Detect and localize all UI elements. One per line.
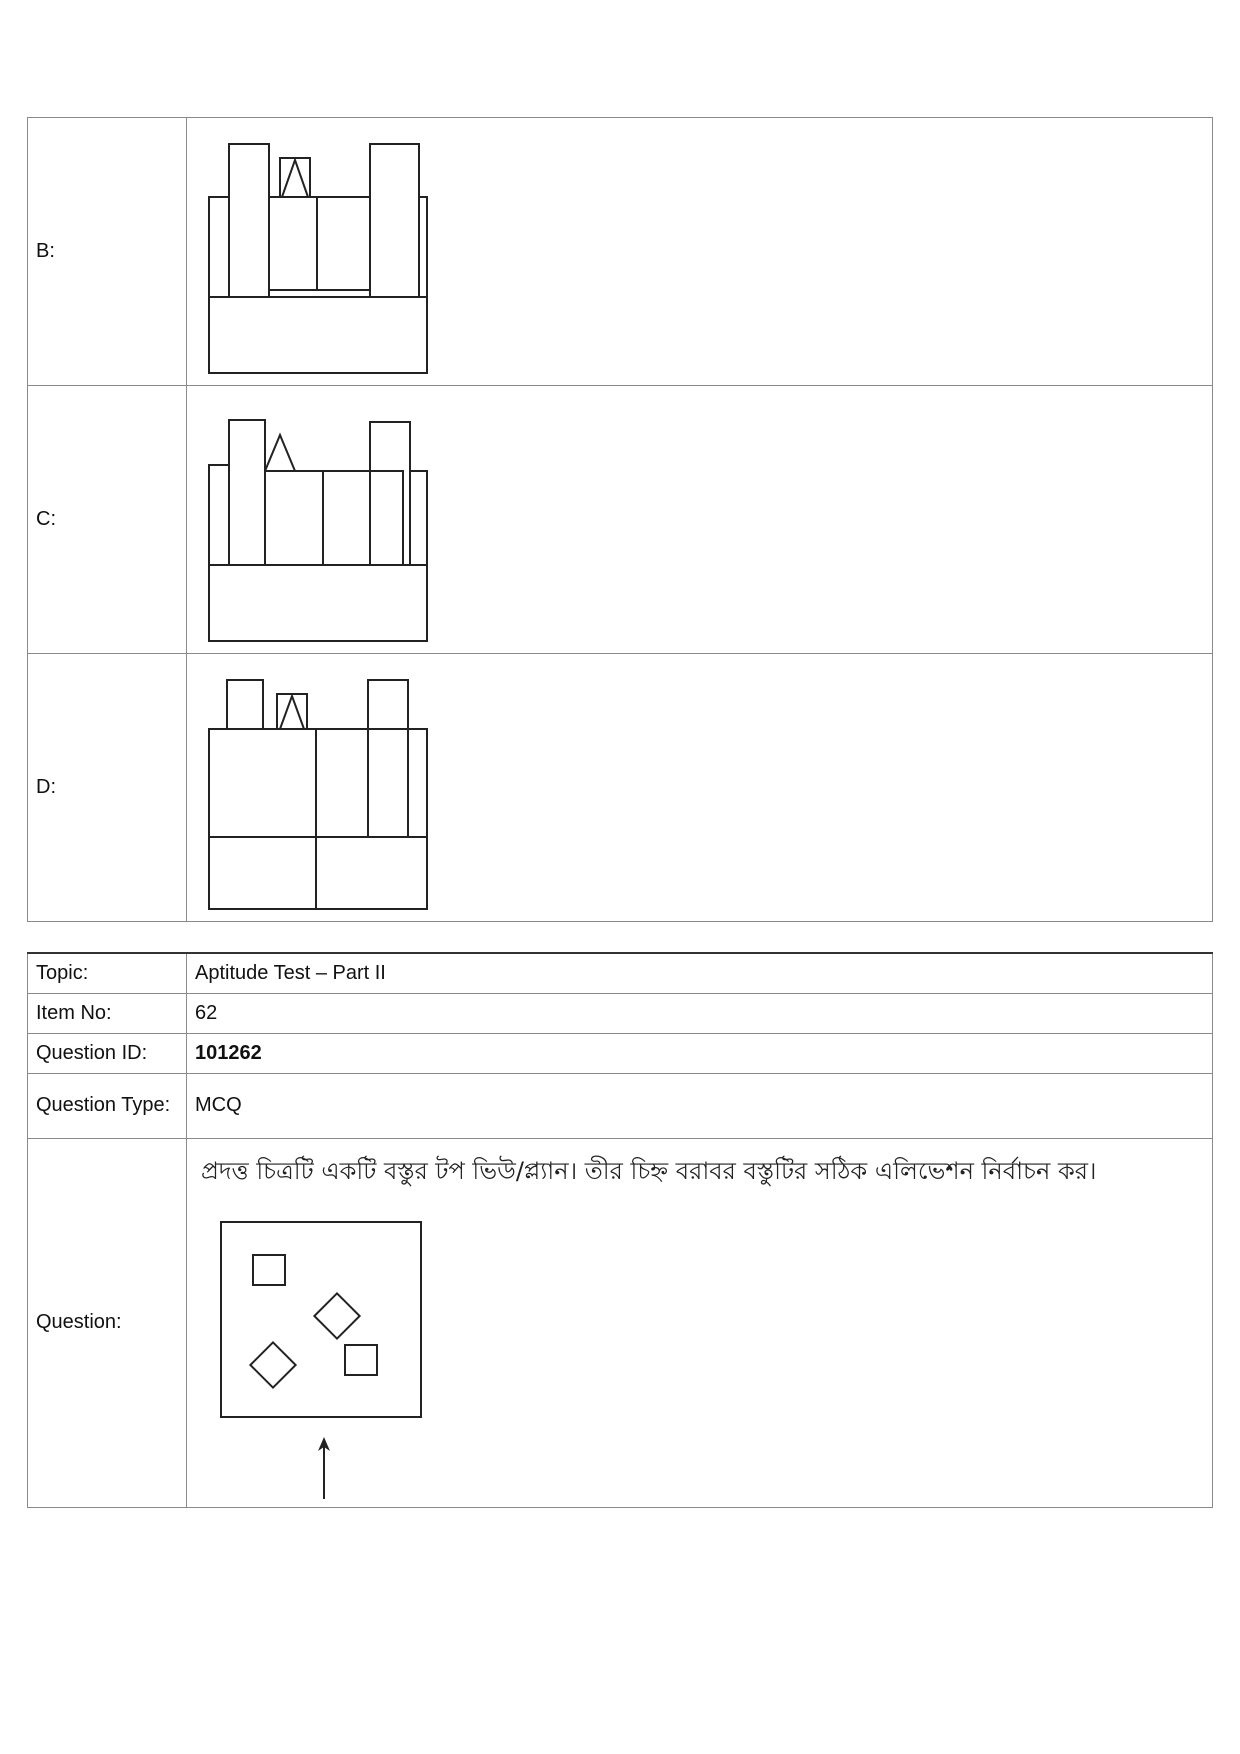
options-table (27, 117, 1213, 922)
question-content (187, 1138, 1213, 1507)
question-label: Question: (28, 1138, 187, 1507)
item-no-label: Item No: (28, 993, 187, 1033)
question-meta-table (27, 952, 1213, 1508)
plan-diamond-center (314, 1293, 359, 1338)
elevation-figure-c (201, 395, 441, 645)
option-row-b (28, 118, 1213, 386)
option-label-c: C: (28, 386, 187, 654)
plan-outline (221, 1222, 421, 1417)
top-view-plan-figure (211, 1217, 451, 1507)
option-label-b: B: (28, 118, 187, 386)
topic-label: Topic: (28, 953, 187, 993)
option-figure-cell-b (187, 118, 1213, 386)
topic-value: Aptitude Test – Part II (187, 953, 1213, 993)
question-type-row (28, 1073, 1213, 1138)
item-no-row (28, 993, 1213, 1033)
topic-row (28, 953, 1213, 993)
question-row (28, 1138, 1213, 1507)
plan-diamond-bottom-left (250, 1342, 295, 1387)
elevation-figure-d (201, 663, 441, 913)
question-text: প্রদত্ত চিত্রটি একটি বস্তুর টপ ভিউ/প্ল্যান। তীর চিহ্ন বরাবর বস্তুটির সঠিক এলিভেশন নির্বাচন কর। (201, 1156, 1097, 1185)
question-id-label: Question ID: (28, 1033, 187, 1073)
option-figure-cell-d (187, 654, 1213, 922)
option-label-d: D: (28, 654, 187, 922)
question-type-label: Question Type: (28, 1073, 187, 1138)
plan-square-top-left (253, 1255, 285, 1285)
question-id-value: 101262 (187, 1033, 1213, 1073)
question-type-value: MCQ (187, 1073, 1213, 1138)
item-no-value: 62 (187, 993, 1213, 1033)
question-id-row (28, 1033, 1213, 1073)
option-row-c (28, 386, 1213, 654)
elevation-figure-b (201, 127, 441, 377)
option-row-d (28, 654, 1213, 922)
plan-square-bottom-right (345, 1345, 377, 1375)
option-figure-cell-c (187, 386, 1213, 654)
